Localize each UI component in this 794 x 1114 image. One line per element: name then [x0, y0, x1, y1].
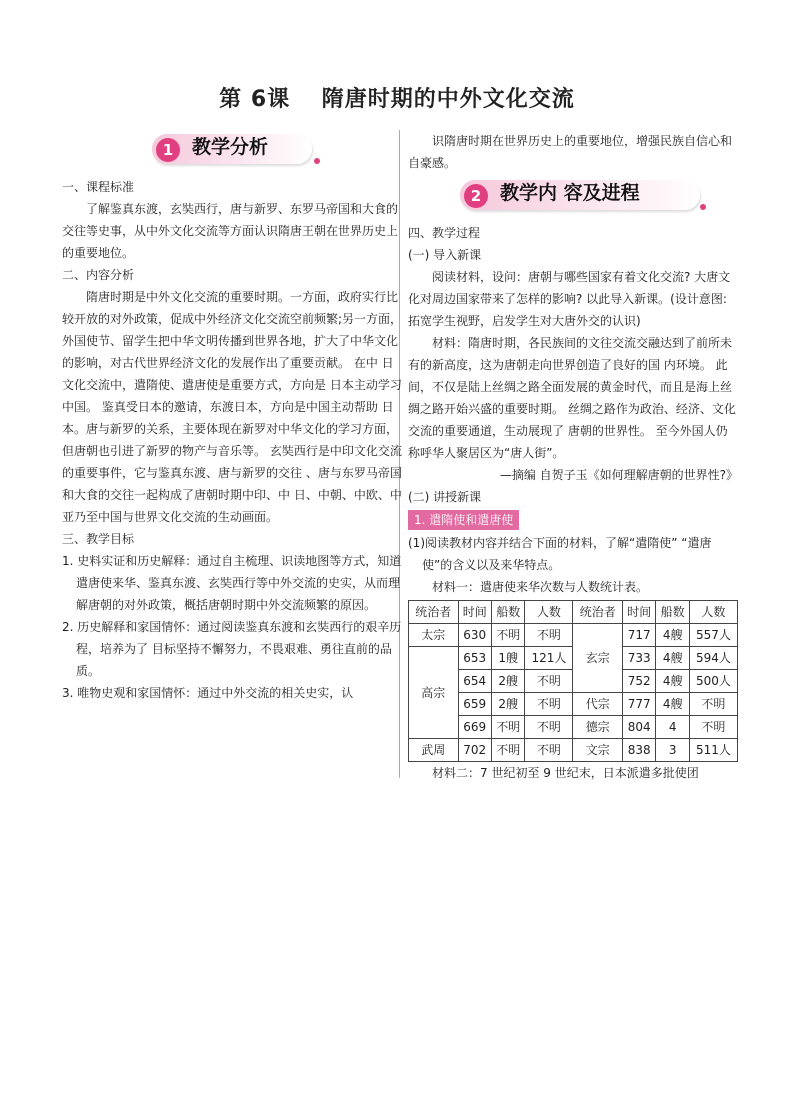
table-header: 人数 — [525, 601, 573, 624]
table-cell: 德宗 — [573, 716, 623, 739]
paragraph-intro: 阅读材料，设问：唐朝与哪些国家有着文化交流? 大唐文化对周边国家带来了怎样的影响? 以此导入新课。(设计意图:拓宽学生视野，启发学生对大唐外交的认识) — [408, 270, 731, 328]
table-cell: 659 — [458, 693, 491, 716]
table-cell: 3 — [656, 739, 689, 762]
table-cell: 630 — [458, 624, 491, 647]
table-cell: 不明 — [491, 716, 524, 739]
heading-intro: (一) 导入新课 — [408, 248, 482, 262]
envoy-table — [408, 600, 738, 762]
table-header: 船数 — [656, 601, 689, 624]
section-dot-icon — [700, 204, 706, 210]
table-row — [409, 624, 738, 647]
table-cell: 4艘 — [656, 693, 689, 716]
section-title: 教学分析 — [192, 136, 269, 158]
table-cell: 4艘 — [656, 624, 689, 647]
table-row — [409, 693, 738, 716]
material-one-caption: 材料一：遣唐使来华次数与人数统计表。 — [432, 580, 649, 594]
table-cell: 4艘 — [656, 647, 689, 670]
question-1: (1)阅读教材内容并结合下面的材料，了解“遣隋使” “遣唐使”的含义以及来华特点。 — [408, 536, 712, 572]
heading-content-analysis: 二、内容分析 — [62, 268, 135, 282]
table-cell: 1艘 — [491, 647, 524, 670]
table-cell: 717 — [622, 624, 655, 647]
page-title: 第 6课 隋唐时期的中外文化交流 — [219, 87, 575, 112]
table-header: 船数 — [491, 601, 524, 624]
paragraph-material: 材料：隋唐时期，各民族间的文往交流交融达到了前所未有的新高度，这为唐朝走向世界创造了良好的国 内环境。 此间，不仅是陆上丝绸之路全面发展的黄金时代，而且是海上丝绸之路开始兴盛的重要时期。 丝绸之路作为政治、经济、文化交流的重要通道，生动展现了 唐朝的世界性。 至今外国人仍称呼华人聚居区为“唐人街”。 — [408, 336, 736, 460]
table-cell: 4艘 — [656, 670, 689, 693]
table-header: 统治者 — [409, 601, 459, 624]
section-title: 教学内 容及进程 — [500, 182, 640, 204]
table-row — [409, 739, 738, 762]
heading-new-lesson: (二) 讲授新课 — [408, 490, 482, 504]
table-cell: 太宗 — [409, 624, 459, 647]
paragraph-content-analysis: 隋唐时期是中外文化交流的重要时期。一方面，政府实行比较开放的对外政策，促成中外经济文化交流空前频繁;另一方面，外国使节、留学生把中华文明传播到世界各地，扩大了中华文化的影响，对古代世界经济文化的发展作出了重要贡献。 在中 日 文化交流中，遣隋使、遣唐使是重要方式，方向是 日本主动学习中国。 鉴真受日本的邀请，东渡日本，方向是中国主动帮助 日本。唐与新罗的关系，主要体现在新罗对中华文化的学习方面，但唐朝也引进了新罗的物产与音乐等。 玄奘西行是中印文化交流的重要事件，它与鉴真东渡、唐与新罗的交往 、唐与东罗马帝国和大食的交往一起构成了唐朝时期中印、中 日、中朝、中欧、中亚乃至中国与世界文化交流的生动画面。 — [62, 290, 403, 524]
table-cell: 733 — [622, 647, 655, 670]
material-two-caption: 材料二：7 世纪初至 9 世纪末，日本派遣多批使团 — [432, 766, 699, 780]
table-cell: 2艘 — [491, 693, 524, 716]
table-header: 时间 — [458, 601, 491, 624]
table-cell: 4 — [656, 716, 689, 739]
heading-process: 四、教学过程 — [408, 226, 481, 240]
table-cell: 不明 — [491, 739, 524, 762]
table-cell: 不明 — [525, 693, 573, 716]
table-cell: 777 — [622, 693, 655, 716]
goal-item-1: 1. 史料实证和历史解释：通过自主梳理、识读地图等方式，知道遣唐使来华、鉴真东渡、玄奘西行等中外交流的史实，从而理解唐朝的对外政策，概括唐朝时期中外交流频繁的原因。 — [62, 554, 402, 612]
left-column — [62, 128, 407, 704]
table-cell: 武周 — [409, 739, 459, 762]
table-header: 统治者 — [573, 601, 623, 624]
table-cell: 玄宗 — [573, 624, 623, 693]
table-cell: 500人 — [689, 670, 737, 693]
paragraph-curriculum: 了解鉴真东渡，玄奘西行，唐与新罗、东罗马帝国和大食的交往等史事，从中外文化交流等方面认识隋唐王朝在世界历史上的重要地位。 — [62, 202, 399, 260]
table-cell: 不明 — [689, 716, 737, 739]
heading-goals: 三、教学目标 — [62, 532, 135, 546]
table-cell: 653 — [458, 647, 491, 670]
table-cell: 511人 — [689, 739, 737, 762]
table-cell: 557人 — [689, 624, 737, 647]
material-source: —摘编 自贺子玉《如何理解唐朝的世界性?》 — [499, 468, 738, 482]
table-cell: 752 — [622, 670, 655, 693]
table-cell: 121人 — [525, 647, 573, 670]
table-cell: 654 — [458, 670, 491, 693]
table-row — [409, 716, 738, 739]
table-header: 时间 — [622, 601, 655, 624]
table-cell: 不明 — [525, 670, 573, 693]
table-cell: 不明 — [689, 693, 737, 716]
goal-item-2: 2. 历史解释和家国情怀：通过阅读鉴真东渡和玄奘西行的艰辛历程，培养为了 目标坚持不懈努力，不畏艰难、勇往直前的品质。 — [62, 620, 402, 678]
section-number-badge: 1 — [156, 138, 180, 162]
table-header-row — [409, 601, 738, 624]
table-cell: 文宗 — [573, 739, 623, 762]
right-column — [408, 130, 738, 784]
table-cell: 代宗 — [573, 693, 623, 716]
section-number-badge: 2 — [464, 184, 488, 208]
table-cell: 804 — [622, 716, 655, 739]
table-cell: 594人 — [689, 647, 737, 670]
heading-curriculum: 一、课程标准 — [62, 180, 135, 194]
table-cell: 702 — [458, 739, 491, 762]
topic-tag: 1. 遣隋使和遣唐使 — [408, 510, 519, 530]
table-cell: 不明 — [525, 739, 573, 762]
section-header-analysis — [62, 132, 407, 170]
section-header-process — [408, 178, 738, 216]
goal-item-3-continued: 识隋唐时期在世界历史上的重要地位，增强民族自信心和自豪感。 — [408, 134, 733, 170]
table-cell: 不明 — [525, 624, 573, 647]
goal-item-3: 3. 唯物史观和家国情怀：通过中外交流的相关史实，认 — [62, 686, 354, 700]
table-cell: 高宗 — [409, 647, 459, 739]
table-cell: 669 — [458, 716, 491, 739]
section-dot-icon — [314, 158, 320, 164]
table-header: 人数 — [689, 601, 737, 624]
table-cell: 不明 — [491, 624, 524, 647]
table-cell: 不明 — [525, 716, 573, 739]
table-cell: 838 — [622, 739, 655, 762]
table-cell: 2艘 — [491, 670, 524, 693]
